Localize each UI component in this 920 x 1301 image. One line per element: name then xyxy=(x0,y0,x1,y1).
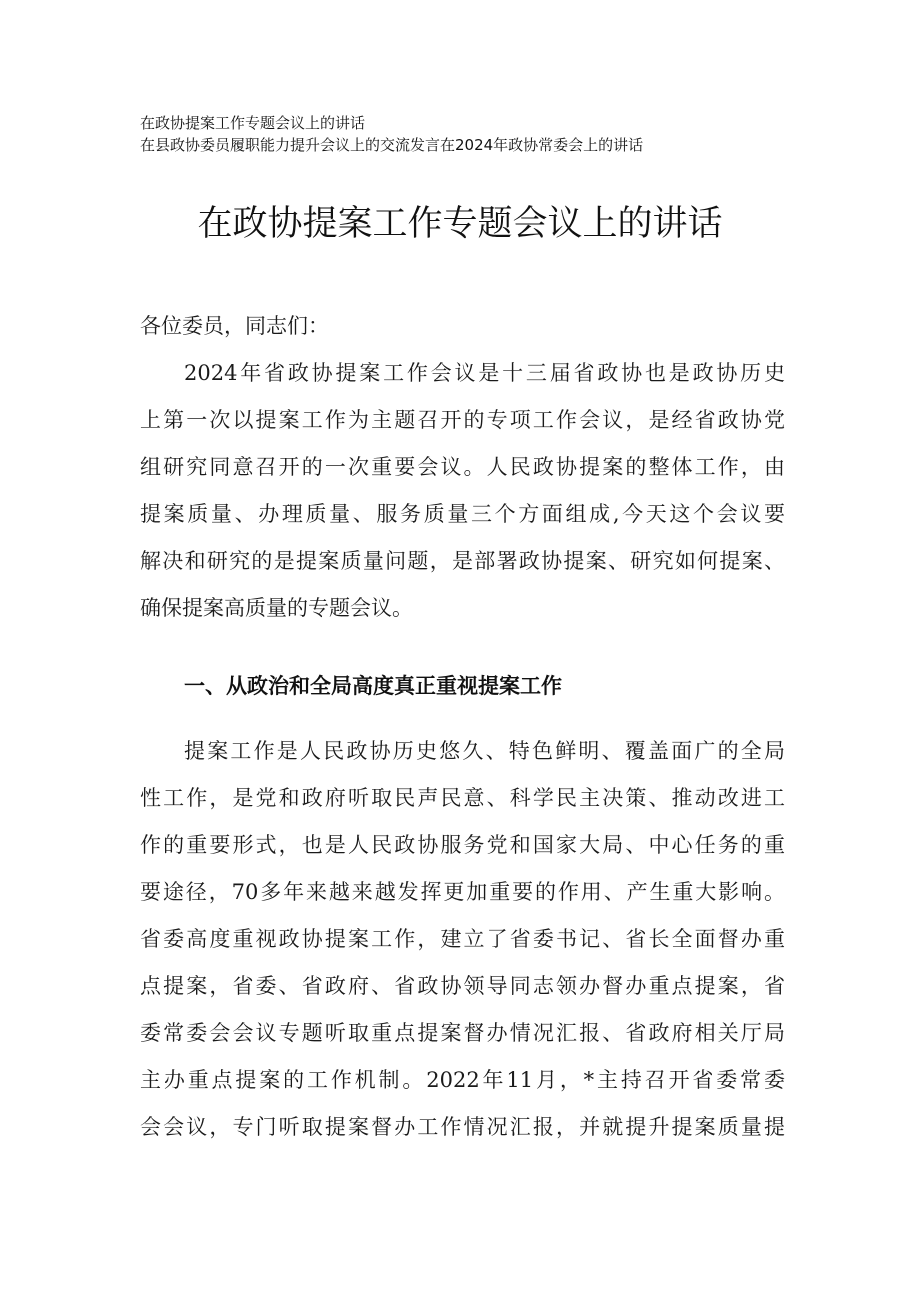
table-of-contents xyxy=(140,112,643,156)
text-line: 要途径，70多年来越来越发挥更加重要的作用、产生重大影响。 xyxy=(140,880,785,904)
toc-item[interactable]: 在县政协委员履职能力提升会议上的交流发言在2024年政协常委会上的讲话 xyxy=(140,136,644,154)
text-line: 作的重要形式，也是人民政协服务党和国家大局、中心任务的重 xyxy=(140,833,785,857)
text-line: 省委高度重视政协提案工作，建立了省委书记、省长全面督办重 xyxy=(140,927,785,951)
toc-item[interactable]: 在政协提案工作专题会议上的讲话 xyxy=(140,114,366,132)
text-line: 确保提案高质量的专题会议。 xyxy=(140,596,413,620)
document-title: 在政协提案工作专题会议上的讲话 xyxy=(197,204,723,244)
text-line: 上第一次以提案工作为主题召开的专项工作会议，是经省政协党 xyxy=(140,408,785,432)
text-line: 会会议，专门听取提案督办工作情况汇报，并就提升提案质量提 xyxy=(140,1115,785,1139)
text-line: 提案质量、办理质量、服务质量三个方面组成,今天这个会议要 xyxy=(140,502,785,526)
paragraph-intro xyxy=(140,350,785,632)
text-line: 解决和研究的是提案质量问题，是部署政协提案、研究如何提案、 xyxy=(140,549,785,573)
text-line: 2024年省政协提案工作会议是十三届省政协也是政协历史 xyxy=(184,361,785,385)
text-line: 点提案，省委、省政府、省政协领导同志领办督办重点提案，省 xyxy=(140,974,785,998)
salutation: 各位委员，同志们： xyxy=(140,314,329,338)
text-line: 提案工作是人民政协历史悠久、特色鲜明、覆盖面广的全局 xyxy=(184,739,785,763)
text-line: 组研究同意召开的一次重要会议。人民政协提案的整体工作，由 xyxy=(140,455,785,479)
paragraph-body xyxy=(140,728,785,1151)
text-line: 主办重点提案的工作机制。2022年11月，*主持召开省委常委 xyxy=(140,1068,785,1092)
section-heading: 一、从政治和全局高度真正重视提案工作 xyxy=(184,674,562,698)
text-line: 性工作，是党和政府听取民声民意、科学民主决策、推动改进工 xyxy=(140,786,785,810)
text-line: 委常委会会议专题听取重点提案督办情况汇报、省政府相关厅局 xyxy=(140,1021,785,1045)
